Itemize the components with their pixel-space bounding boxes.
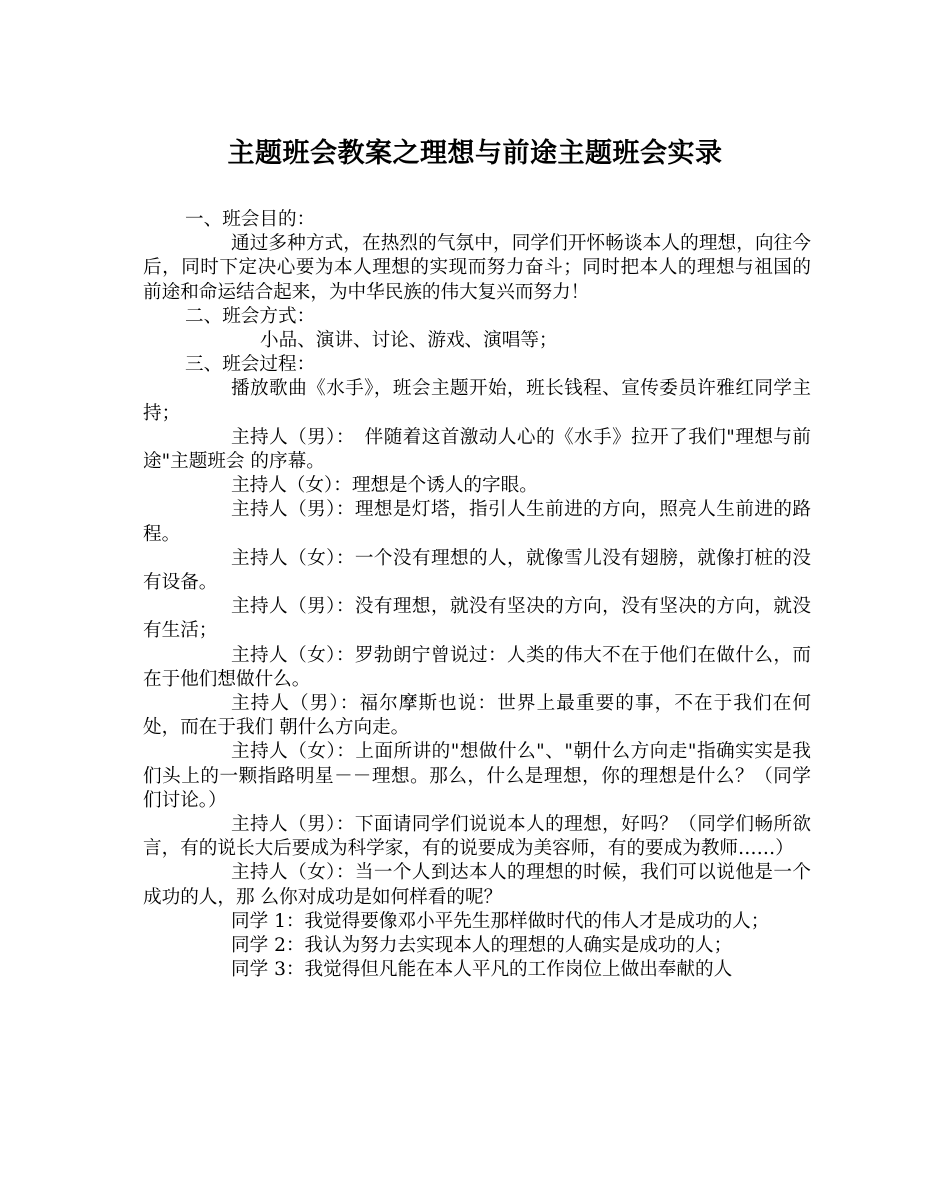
paragraph: 主持人（女）：一个没有理想的人，就像雪儿没有翅膀，就像打桩的没有设备。 — [143, 547, 811, 594]
paragraph: 主持人（男）：福尔摩斯也说：世界上最重要的事，不在于我们在何处，而在于我们 朝什么方向走。 — [143, 693, 811, 739]
document-body — [143, 208, 811, 983]
paragraph: 小品、演讲、讨论、游戏、演唱等； — [260, 330, 558, 352]
paragraph: 同学 1：我觉得要像邓小平先生那样做时代的伟人才是成功的人； — [231, 910, 770, 932]
paragraph: 主持人（女）：理想是个诱人的字眼。 — [231, 475, 538, 497]
paragraph: 主持人（女）：当一个人到达本人的理想的时候，我们可以说他是一个成功的人，那 么你对成功是如何样看的呢？ — [143, 862, 811, 908]
paragraph: 通过多种方式，在热烈的气氛中，同学们开怀畅谈本人的理想，向往今后，同时下定决心要为本人理想的实现而努力奋斗；同时把本人的理想与祖国的前途和命运结合起来，为中华民族的伟大复兴而努力！ — [143, 233, 811, 303]
paragraph: 播放歌曲《水手》，班会主题开始，班长钱程、宣传委员许雅红同学主持； — [143, 378, 811, 424]
paragraph: 主持人（男）： 伴随着这首激动人心的《水手》拉开了我们"理想与前途"主题班会 的序幕。 — [143, 426, 811, 473]
paragraph: 主持人（男）：下面请同学们说说本人的理想，好吗？（同学们畅所欲言，有的说长大后要成为科学家，有的说要成为美容师，有的要成为教师……） — [143, 814, 811, 860]
section-heading: 二、班会方式： — [185, 305, 316, 327]
paragraph: 主持人（男）：没有理想，就没有坚决的方向，没有坚决的方向，就没有生活； — [143, 596, 811, 642]
section-heading: 一、班会目的： — [185, 209, 316, 230]
paragraph: 同学 3：我觉得但凡能在本人平凡的工作岗位上做出奉献的人 — [231, 959, 733, 981]
paragraph: 主持人（女）：上面所讲的"想做什么"、"朝什么方向走"指确实实是我们头上的一颗指路明星－－理想。那么，什么是理想，你的理想是什么？（同学们讨论。） — [143, 741, 811, 811]
paragraph: 主持人（女）：罗勃朗宁曾说过：人类的伟大不在于他们在做什么，而在于他们想做什么。 — [143, 644, 811, 690]
paragraph: 同学 2：我认为努力去实现本人的理想的人确实是成功的人； — [231, 935, 733, 957]
document-title: 主题班会教案之理想与前途主题班会实录 — [227, 138, 723, 169]
paragraph: 主持人（男）：理想是灯塔，指引人生前进的方向，照亮人生前进的路程。 — [143, 499, 811, 545]
section-heading: 三、班会过程： — [185, 354, 316, 376]
